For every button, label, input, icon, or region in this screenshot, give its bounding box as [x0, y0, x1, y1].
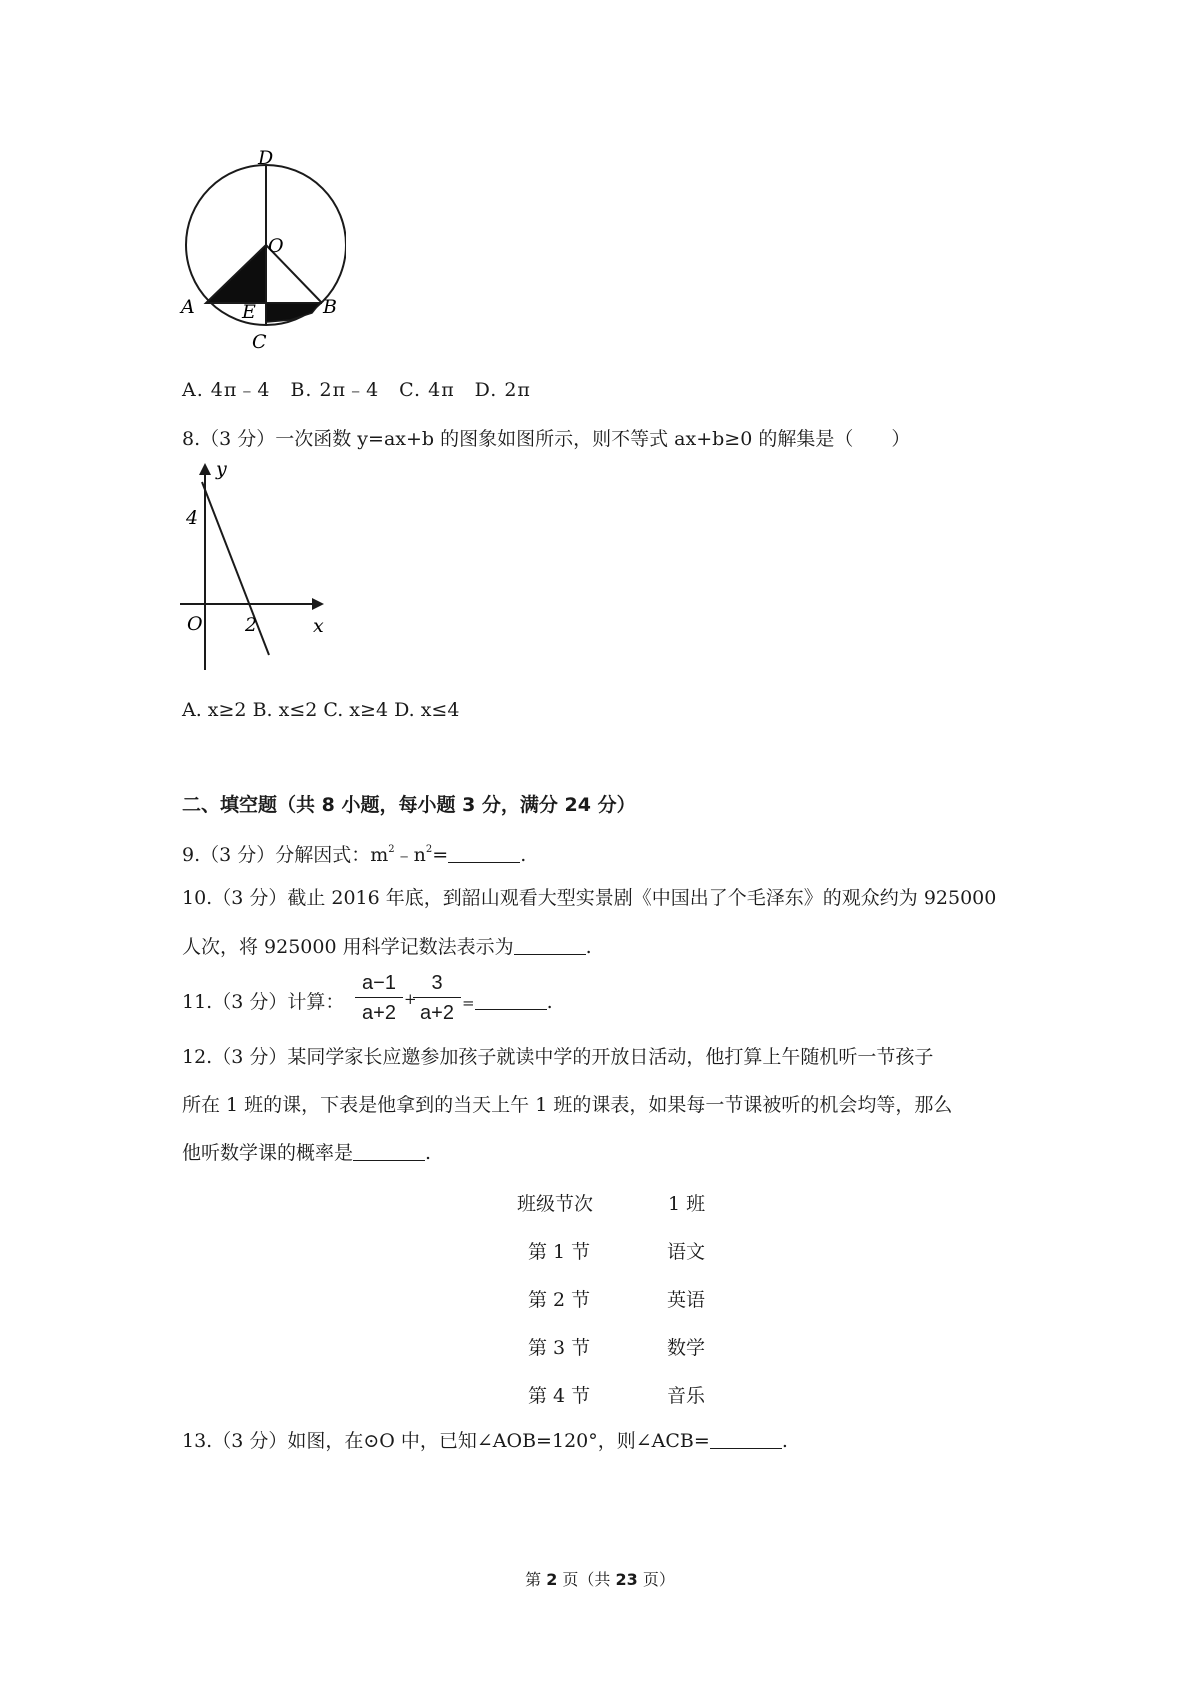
y-intercept-label: 4 [186, 507, 199, 529]
q13-question [182, 1429, 788, 1453]
q10-end: . [585, 936, 592, 958]
y-axis-label: y [216, 458, 227, 480]
shaded-region-right [266, 303, 320, 322]
fraction-2-denominator: a+2 [420, 1002, 454, 1024]
q7-options: A. 4π﹣4 B. 2π﹣4 C. 4π D. 2π [182, 379, 531, 401]
q11-prefix: 11.（3 分）计算： [182, 991, 345, 1013]
q11-fraction-2 [413, 970, 461, 1026]
origin-label: O [187, 613, 203, 635]
x-axis-label: x [313, 615, 324, 637]
table-row-1-period: 第 1 节 [528, 1241, 591, 1263]
q9-exponent-n: 2 [425, 844, 433, 855]
table-row-3-subject: 数学 [667, 1337, 706, 1359]
q10-line-2 [182, 935, 592, 959]
footer-mid: 页（共 [557, 1570, 616, 1589]
table-row-2-subject: 英语 [667, 1289, 706, 1311]
q9-exponent-m: 2 [388, 844, 395, 855]
shaded-region-left [206, 245, 266, 303]
label-b: B [323, 296, 337, 318]
label-d: D [258, 150, 274, 169]
fraction-1-denominator: a+2 [362, 1002, 396, 1024]
table-row-1-subject: 语文 [667, 1241, 706, 1263]
footer-total-pages: 23 [615, 1570, 638, 1589]
q10-line-2-text: 人次，将 925000 用科学记数法表示为 [182, 936, 514, 958]
q9-end: . [520, 844, 527, 866]
q9-answer-blank [448, 844, 520, 863]
q12-line-2: 所在 1 班的课，下表是他拿到的当天上午 1 班的课表，如果每一节课被听的机会均等，那么 [182, 1094, 953, 1116]
y-axis-arrow [199, 463, 211, 475]
fraction-1-numerator: a−1 [362, 972, 396, 994]
table-row-4-period: 第 4 节 [528, 1385, 591, 1407]
label-c: C [252, 331, 267, 350]
q11-fraction-1 [355, 970, 403, 1026]
label-e: E [242, 301, 256, 323]
q9-prefix: 9.（3 分）分解因式：m [182, 844, 389, 866]
q9-equals: = [432, 844, 449, 866]
q8-options: A. x≥2 B. x≤2 C. x≥4 D. x≤4 [182, 699, 460, 721]
q12-end: . [425, 1142, 432, 1164]
table-row-4-subject: 音乐 [667, 1385, 706, 1407]
q12-line-3 [182, 1141, 431, 1165]
q9-question [182, 838, 526, 867]
table-row-3-period: 第 3 节 [528, 1337, 591, 1359]
fraction-2-bar [413, 997, 461, 998]
q11-tail [462, 990, 553, 1015]
footer-pre: 第 [525, 1570, 547, 1589]
q10-answer-blank [514, 936, 586, 955]
section-heading: 二、填空题（共 8 小题，每小题 3 分，满分 24 分） [182, 794, 636, 816]
label-o: O [268, 235, 284, 257]
q13-answer-blank [710, 1430, 782, 1449]
function-line [202, 482, 269, 655]
table-row-2-period: 第 2 节 [528, 1289, 591, 1311]
q12-line-3-text: 他听数学课的概率是 [182, 1142, 354, 1164]
page-footer [0, 1567, 1200, 1590]
q13-text: 13.（3 分）如图，在⊙O 中，已知∠AOB=120°，则∠ACB= [182, 1430, 710, 1452]
footer-post: 页） [637, 1570, 675, 1589]
q10-line-1: 10.（3 分）截止 2016 年底，到韶山观看大型实景剧《中国出了个毛泽东》的观众约为 925000 [182, 887, 997, 909]
q12-line-1: 12.（3 分）某同学家长应邀参加孩子就读中学的开放日活动，他打算上午随机听一节孩子 [182, 1046, 934, 1068]
q7-circle-figure [176, 150, 346, 350]
fraction-1-bar [355, 997, 403, 998]
q11-answer-blank [475, 991, 547, 1010]
q11-plus: + [404, 990, 417, 1008]
x-axis-arrow [312, 598, 324, 610]
q13-end: . [781, 1430, 788, 1452]
x-intercept-label: 2 [245, 614, 258, 636]
q9-mid: ﹣n [394, 844, 426, 866]
q12-answer-blank [353, 1142, 425, 1161]
table-header-class-period: 班级节次 [517, 1193, 594, 1215]
table-header-class-1: 1 班 [668, 1193, 706, 1215]
q8-question: 8.（3 分）一次函数 y=ax+b 的图象如图所示，则不等式 ax+b≥0 的解集是（ ） [182, 428, 911, 450]
footer-page-number: 2 [546, 1570, 558, 1589]
q11-equals: = [462, 994, 475, 1012]
q8-graph-figure [176, 455, 336, 675]
q11-end: . [546, 991, 553, 1013]
label-a: A [181, 296, 195, 318]
fraction-2-numerator: 3 [431, 972, 443, 994]
